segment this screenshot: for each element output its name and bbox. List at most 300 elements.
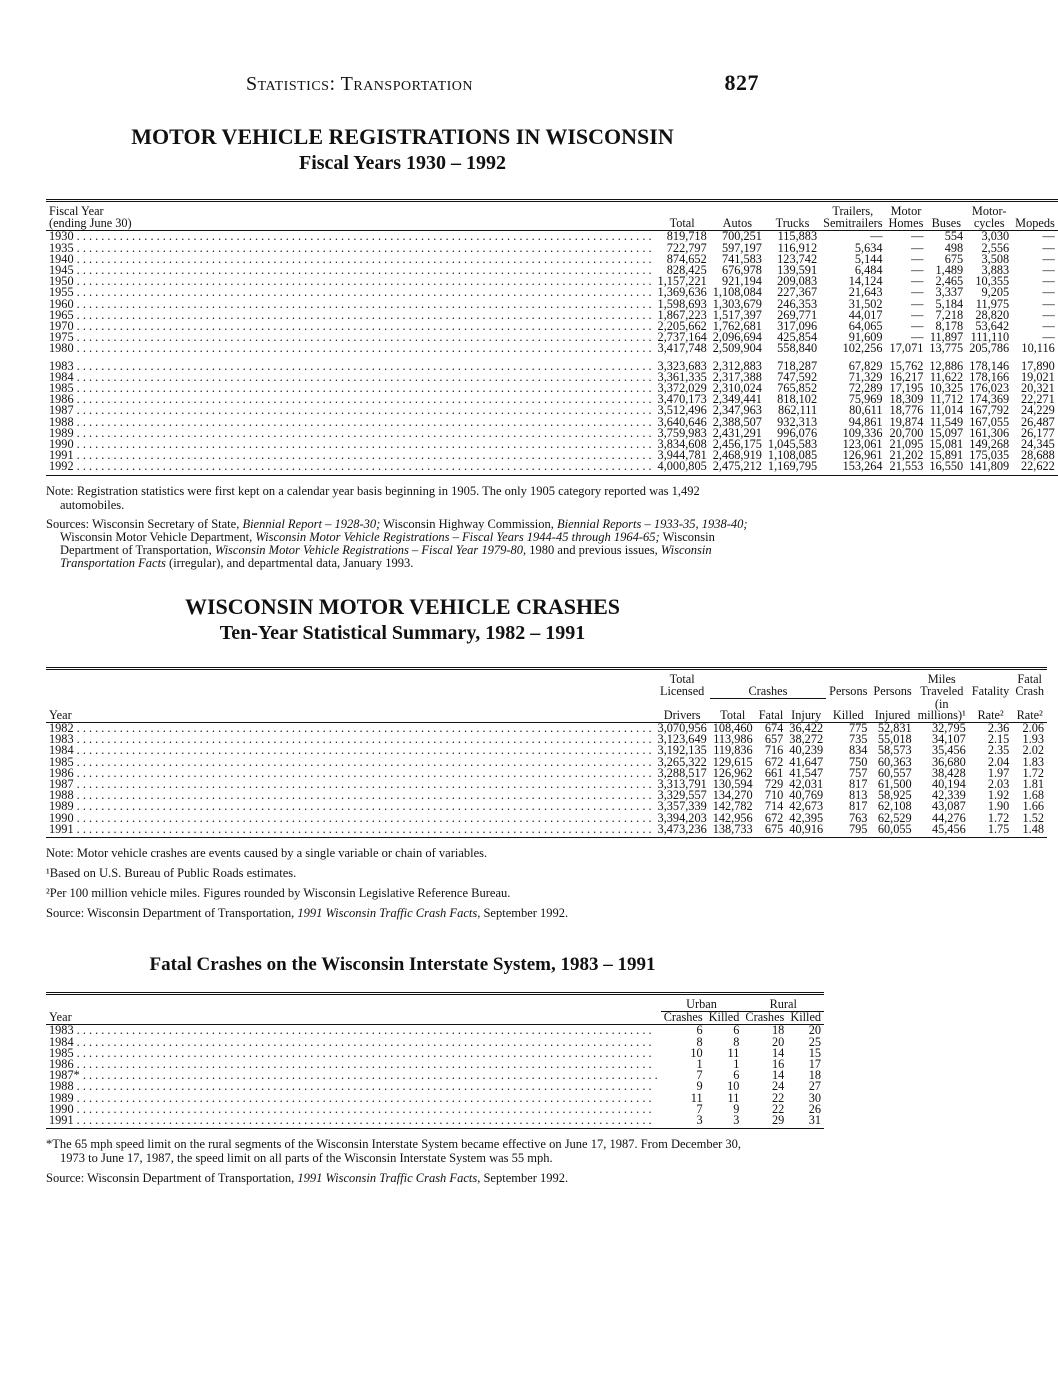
crashes-cell: 60,055: [870, 824, 914, 838]
crashes-cell: 1.48: [1012, 824, 1047, 838]
t1-h2-1: Total: [655, 218, 710, 231]
t2-injured-l2: Injured: [870, 699, 914, 723]
crashes-cell: 113,986: [713, 732, 753, 747]
interstate-cell: 6: [733, 1023, 740, 1038]
crashes-cell: 661: [764, 765, 784, 780]
registrations-cell: 676,978: [721, 263, 762, 278]
registrations-cell: 818,102: [777, 392, 818, 407]
registrations-cell: 1985 . . .: [46, 383, 655, 394]
registrations-cell: 24,345: [1020, 437, 1055, 452]
registrations-cell: 91,609: [848, 330, 883, 345]
crashes-cell: 1987 . . .: [46, 779, 655, 790]
crashes-cell: 714: [764, 799, 784, 814]
t2-injury: Injury: [786, 699, 826, 723]
registrations-cell: 149,268: [969, 437, 1010, 452]
registrations-cell: 1955 . . .: [46, 287, 655, 298]
registrations-cell: 178,146: [969, 358, 1010, 373]
registrations-cell: —: [911, 240, 924, 255]
registrations-cell: 7,218: [935, 307, 964, 322]
crashes-cell: 1984 . . .: [46, 745, 655, 756]
crashes-cell: 1.72: [1022, 765, 1045, 780]
registrations-cell: 126,961: [842, 448, 883, 463]
interstate-cell: 3: [661, 1115, 706, 1129]
crashes-cell: 3,265,322: [657, 754, 707, 769]
crashes-cell: 35,456: [931, 743, 966, 758]
registrations-cell: 109,336: [842, 425, 883, 440]
crashes-cell: 126,962: [712, 765, 753, 780]
registrations-cell: 3,759,983: [657, 425, 707, 440]
registrations-cell: 72,289: [848, 381, 883, 396]
registrations-cell: 2,465: [935, 274, 964, 289]
registrations-cell: 21,553: [886, 461, 927, 475]
registrations-cell: 269,771: [777, 307, 818, 322]
registrations-cell: 1,108,085: [767, 448, 818, 463]
registrations-cell: 2,737,164: [657, 330, 707, 345]
registrations-cell: 8,178: [935, 319, 964, 334]
registrations-cell: 111,110: [970, 330, 1010, 345]
registrations-cell: —: [1042, 251, 1055, 266]
crashes-cell: 775: [848, 720, 868, 735]
registrations-cell: 2,431,291: [712, 425, 762, 440]
table2-title: WISCONSIN MOTOR VEHICLE CRASHES: [184, 593, 620, 619]
crashes-cell: 1989 . . .: [46, 801, 655, 812]
t2-fatality-l2: Rate²: [969, 699, 1013, 723]
registrations-cell: 554: [944, 229, 964, 244]
crashes-cell: 108,460: [712, 720, 753, 735]
interstate-cell: 6: [733, 1068, 740, 1083]
interstate-cell: 20: [808, 1023, 822, 1038]
interstate-cell: 18: [772, 1023, 785, 1038]
registrations-cell: 161,306: [969, 425, 1010, 440]
crashes-cell: 1990 . . .: [46, 813, 655, 824]
registrations-cell: 5,634: [854, 240, 883, 255]
registrations-cell: 20,321: [1020, 381, 1055, 396]
registrations-cell: 3,640,646: [657, 414, 707, 429]
crashes-cell: 36,680: [931, 754, 966, 769]
crashes-cell: 1.81: [1022, 777, 1045, 791]
registrations-cell: 3,512,496: [657, 403, 707, 418]
registrations-cell: 718,287: [777, 358, 818, 373]
table1-sources: Sources: Wisconsin Secretary of State, Biennial Report – 1928-30; Wisconsin Highway Commission, Biennial Reports – 1933-35, 1938-40; Wisconsin Motor Vehicle Department, Wisconsin Motor Vehicle Registrations – Fiscal Years 1944-45 through 1964-65; Wisconsin Department of Transportation, Wisconsin Motor Vehicle Registrations – Fiscal Year 1979-80, 1980 and previous issues, Wisconsin Transportation Facts (irregular), and departmental data, January 1993.: [46, 516, 748, 570]
registrations-cell: 53,642: [975, 319, 1010, 334]
interstate-cell: 9: [733, 1101, 740, 1116]
registrations-cell: 28,688: [1020, 448, 1055, 463]
registrations-cell: 5,184: [935, 296, 964, 311]
crashes-cell: 34,107: [931, 732, 966, 747]
crashes-cell: 45,456: [915, 824, 969, 838]
interstate-cell: 11: [727, 1090, 740, 1105]
interstate-cell: 20: [772, 1034, 785, 1049]
registrations-cell: 1,489: [935, 263, 964, 278]
registrations-cell: —: [1042, 307, 1055, 322]
crashes-cell: 40,916: [786, 824, 826, 838]
t2-fcr-l2: Crash: [1015, 684, 1045, 699]
crashes-cell: 710: [764, 788, 784, 803]
registrations-cell: 2,317,388: [712, 369, 762, 384]
crashes-cell: 142,956: [712, 810, 753, 825]
t1-h2-2: Autos: [710, 218, 765, 231]
registrations-cell: 2,205,662: [657, 319, 707, 334]
registrations-cell: 2,509,904: [712, 341, 762, 356]
t1-h1-0: Fiscal Year: [49, 204, 104, 218]
registrations-cell: 15,891: [929, 448, 964, 463]
registrations-cell: —: [1042, 274, 1055, 289]
t2-drivers-l3: Drivers: [655, 699, 710, 723]
crashes-cell: 43,087: [931, 799, 966, 814]
registrations-cell: 1,045,583: [767, 437, 818, 452]
registrations-cell: 11,014: [929, 403, 964, 418]
crashes-cell: 40,239: [789, 743, 824, 758]
registrations-cell: —: [1042, 296, 1055, 311]
registrations-cell: 1988 . . .: [46, 417, 655, 428]
registrations-cell: 1989 . . .: [46, 428, 655, 439]
t3-rural-killed: Killed: [787, 1012, 824, 1025]
crashes-cell: 3,070,956: [657, 720, 707, 735]
t3-year: Year: [46, 1012, 661, 1025]
crashes-cell: 1991 . . .: [46, 824, 655, 838]
registrations-cell: 1975 . . .: [46, 332, 655, 343]
running-head: [46, 70, 759, 106]
registrations-cell: 139,591: [777, 263, 818, 278]
interstate-cell: 14: [772, 1068, 785, 1083]
registrations-cell: 167,055: [969, 414, 1010, 429]
crashes-cell: 675: [756, 824, 787, 838]
crashes-cell: 44,276: [931, 810, 966, 825]
registrations-cell: 1,157,221: [657, 274, 707, 289]
registrations-cell: 94,861: [848, 414, 883, 429]
crashes-cell: 1.52: [1022, 810, 1045, 825]
registrations-cell: 20,700: [889, 425, 924, 440]
interstate-cell: 6: [696, 1023, 703, 1038]
crashes-cell: 129,615: [712, 754, 753, 769]
interstate-cell: 1: [696, 1057, 703, 1072]
crashes-cell: 750: [848, 754, 868, 769]
registrations-cell: 3,337: [935, 285, 964, 300]
crashes-cell: 42,339: [931, 788, 966, 803]
registrations-cell: 26,177: [1020, 425, 1055, 440]
crashes-cell: 3,192,135: [657, 743, 707, 758]
t3-urban-killed: Killed: [706, 1012, 743, 1025]
registrations-cell: 862,111: [778, 403, 818, 418]
crashes-cell: 142,782: [712, 799, 753, 814]
registrations-cell: 26,487: [1020, 414, 1055, 429]
crashes-cell: 42,031: [789, 777, 824, 791]
crashes-cell: 674: [764, 720, 784, 735]
crashes-cell: 2.36: [987, 720, 1010, 735]
registrations-cell: 178,166: [969, 369, 1010, 384]
crashes-cell: 36,422: [789, 720, 824, 735]
crashes-cell: 757: [848, 765, 868, 780]
registrations-cell: 11,975: [975, 296, 1010, 311]
t1-h2-0: (ending June 30): [46, 218, 655, 231]
registrations-cell: 2,349,441: [712, 392, 762, 407]
registrations-cell: 3,361,335: [657, 369, 707, 384]
registrations-cell: 1965 . . .: [46, 310, 655, 321]
t2-drivers-l2: Licensed: [659, 684, 705, 699]
registrations-cell: 16,217: [889, 369, 924, 384]
crashes-cell: 40,194: [931, 777, 966, 791]
t3-urban: Urban: [661, 994, 743, 1012]
registrations-cell: 1980 . . .: [46, 343, 655, 354]
crashes-cell: 58,573: [877, 743, 912, 758]
registrations-cell: 317,096: [777, 319, 818, 334]
registrations-cell: —: [911, 274, 924, 289]
registrations-cell: 11,897: [929, 330, 964, 345]
registrations-cell: 1945 . . .: [46, 265, 655, 276]
table3-source: Source: Wisconsin Department of Transportation, 1991 Wisconsin Traffic Crash Facts, September 1992.: [46, 1171, 569, 1186]
registrations-cell: 1960 . . .: [46, 299, 655, 310]
crashes-cell: 3,329,557: [657, 788, 707, 803]
t1-h2-6: Buses: [926, 218, 966, 231]
registrations-cell: 21,095: [889, 437, 924, 452]
crashes-cell: 130,594: [712, 777, 753, 791]
registrations-cell: 174,369: [969, 392, 1010, 407]
crashes-cell: 2.03: [987, 777, 1010, 791]
registrations-cell: —: [1042, 263, 1055, 278]
registrations-cell: 11,712: [929, 392, 964, 407]
interstate-cell: 1984 . . .: [46, 1037, 661, 1048]
registrations-cell: —: [911, 307, 924, 322]
crashes-table-body: [46, 722, 1047, 837]
interstate-cell: 9: [696, 1079, 703, 1094]
registrations-cell: 1987 . . .: [46, 405, 655, 416]
crashes-cell: 1.68: [1022, 788, 1045, 803]
interstate-cell: 7: [696, 1068, 703, 1083]
interstate-table: [46, 992, 824, 1129]
crashes-cell: 1.93: [1022, 732, 1045, 747]
registrations-cell: 19,874: [889, 414, 924, 429]
registrations-cell: 4,000,805: [655, 461, 710, 475]
registrations-cell: 205,786: [969, 341, 1010, 356]
crashes-cell: 2.35: [987, 743, 1010, 758]
registrations-cell: 28,820: [975, 307, 1010, 322]
registrations-cell: 3,834,608: [657, 437, 707, 452]
t2-crashes-group: Crashes: [710, 686, 826, 699]
registrations-cell: 1983 . . .: [46, 355, 655, 372]
registrations-cell: 71,329: [848, 369, 883, 384]
registrations-cell: 3,470,173: [657, 392, 707, 407]
registrations-cell: —: [1042, 319, 1055, 334]
running-head-title: Statistics: Transportation: [246, 73, 474, 95]
registrations-cell: —: [1042, 285, 1055, 300]
t3-rural-crashes: Crashes: [742, 1012, 787, 1025]
crashes-cell: 1982 . . .: [46, 722, 655, 734]
registrations-cell: 10,325: [929, 381, 964, 396]
registrations-cell: 741,583: [721, 251, 762, 266]
registrations-cell: 2,468,919: [712, 448, 762, 463]
interstate-cell: 15: [808, 1045, 822, 1060]
crashes-cell: 62,529: [877, 810, 912, 825]
crashes-cell: 729: [764, 777, 784, 791]
registrations-table-body: [46, 231, 1058, 475]
crashes-cell: 138,733: [710, 824, 756, 838]
crashes-cell: 38,272: [789, 732, 824, 747]
registrations-cell: 44,017: [848, 307, 883, 322]
registrations-cell: —: [911, 319, 924, 334]
registrations-cell: 2,096,694: [712, 330, 762, 345]
registrations-cell: 1984 . . .: [46, 372, 655, 383]
t2-killed-l2: Killed: [826, 699, 870, 723]
interstate-cell: 1991 . . .: [46, 1115, 661, 1129]
registrations-cell: 3,323,683: [657, 358, 707, 373]
table3-footnote: *The 65 mph speed limit on the rural segments of the Wisconsin Interstate System became effective on June 17, 1987. From December 30, 1973 to June 17, 1987, the speed limit on all parts of the Wisconsin Interstate System was 55 mph.: [46, 1137, 742, 1166]
registrations-cell: —: [911, 285, 924, 300]
registrations-cell: 15,097: [929, 425, 964, 440]
crashes-cell: 817: [848, 799, 868, 814]
t2-fcr-l3: Rate²: [1012, 699, 1047, 723]
registrations-cell: 425,854: [777, 330, 818, 345]
interstate-cell: 1987* . . .: [46, 1070, 661, 1081]
registrations-cell: 9,205: [981, 285, 1010, 300]
crashes-cell: 52,831: [877, 720, 912, 735]
registrations-cell: 1,762,681: [712, 319, 762, 334]
registrations-cell: 176,023: [969, 381, 1010, 396]
t1-h2-3: Trucks: [765, 218, 820, 231]
registrations-row: [46, 343, 1058, 354]
interstate-cell: 8: [696, 1034, 703, 1049]
interstate-cell: 27: [808, 1079, 822, 1094]
registrations-cell: 15,762: [889, 358, 924, 373]
registrations-cell: 16,550: [926, 461, 966, 475]
registrations-cell: 18,309: [889, 392, 924, 407]
interstate-cell: 22: [772, 1101, 785, 1116]
page-number: 827: [724, 70, 759, 95]
registrations-cell: 1970 . . .: [46, 321, 655, 332]
interstate-table-body: [46, 1025, 824, 1129]
interstate-cell: 1988 . . .: [46, 1081, 661, 1092]
interstate-cell: 3: [706, 1115, 743, 1129]
registrations-cell: 1930 . . .: [46, 231, 655, 243]
crashes-cell: 1.72: [987, 810, 1010, 825]
registrations-cell: 675: [944, 251, 964, 266]
crashes-cell: 3,123,649: [657, 732, 707, 747]
table1-note: Note: Registration statistics were first kept on a calendar year basis beginning in 1905. The only 1905 category reported was 1,492 automobiles.: [46, 483, 700, 512]
registrations-cell: 2,456,175: [712, 437, 762, 452]
registrations-cell: —: [911, 330, 924, 345]
interstate-cell: 1990 . . .: [46, 1104, 661, 1115]
interstate-cell: 10: [727, 1079, 740, 1094]
crashes-cell: 61,500: [877, 777, 912, 791]
registrations-cell: 2,347,963: [712, 403, 762, 418]
registrations-cell: 22,271: [1020, 392, 1055, 407]
registrations-cell: 921,194: [721, 274, 762, 289]
registrations-cell: —: [911, 229, 924, 244]
interstate-cell: 14: [772, 1045, 785, 1060]
registrations-cell: 597,197: [721, 240, 762, 255]
registrations-cell: 1986 . . .: [46, 394, 655, 405]
registrations-cell: 819,718: [666, 229, 707, 244]
registrations-cell: 6,484: [854, 263, 883, 278]
registrations-table: [46, 199, 1058, 476]
registrations-cell: 116,912: [777, 240, 818, 255]
registrations-cell: 1,517,397: [712, 307, 762, 322]
interstate-cell: 11: [690, 1090, 703, 1105]
t1-h2-4: Semitrailers: [820, 218, 885, 231]
page: [46, 70, 1055, 1186]
registrations-cell: 10,116: [1021, 341, 1055, 356]
crashes-cell: 40,769: [789, 788, 824, 803]
interstate-row: [46, 1115, 824, 1129]
registrations-cell: 3,883: [981, 263, 1010, 278]
registrations-cell: 18,776: [889, 403, 924, 418]
crashes-cell: 41,547: [789, 765, 824, 780]
registrations-cell: 209,083: [777, 274, 818, 289]
registrations-cell: 1991 . . .: [46, 450, 655, 461]
t1-h1-4: Trailers,: [832, 204, 874, 218]
interstate-cell: 18: [808, 1068, 822, 1083]
registrations-cell: 21,643: [848, 285, 883, 300]
interstate-cell: 29: [742, 1115, 787, 1129]
registrations-cell: 19,021: [1020, 369, 1055, 384]
table2-source: Source: Wisconsin Department of Transportation, 1991 Wisconsin Traffic Crash Facts, September 1992.: [46, 906, 569, 921]
registrations-cell: 1990 . . .: [46, 439, 655, 450]
interstate-cell: 1989 . . .: [46, 1093, 661, 1104]
t2-total: Total: [710, 699, 756, 723]
registrations-cell: 1,598,693: [657, 296, 707, 311]
registrations-cell: 2,312,883: [712, 358, 762, 373]
registrations-cell: 932,313: [777, 414, 818, 429]
registrations-cell: 153,264: [820, 461, 885, 475]
registrations-cell: 747,592: [777, 369, 818, 384]
t3-rural: Rural: [742, 994, 824, 1012]
crashes-cell: 1.66: [1022, 799, 1045, 814]
interstate-cell: 8: [733, 1034, 740, 1049]
registrations-cell: 246,353: [777, 296, 818, 311]
table2-footnote-2: ²Per 100 million vehicle miles. Figures rounded by Wisconsin Legislative Reference Bureau.: [46, 886, 511, 901]
registrations-cell: —: [1042, 229, 1055, 244]
registrations-cell: 828,425: [666, 263, 707, 278]
registrations-cell: 5,144: [854, 251, 883, 266]
registrations-cell: 765,852: [777, 381, 818, 396]
crashes-cell: 2.15: [987, 732, 1010, 747]
registrations-cell: 498: [944, 240, 964, 255]
registrations-cell: —: [911, 263, 924, 278]
interstate-cell: 10: [690, 1045, 703, 1060]
crashes-cell: 3,313,791: [657, 777, 707, 791]
registrations-cell: 141,809: [966, 461, 1012, 475]
table1-subtitle: Fiscal Years 1930 – 1992: [298, 152, 506, 174]
registrations-cell: —: [911, 296, 924, 311]
registrations-cell: 123,061: [842, 437, 883, 452]
crashes-cell: 763: [848, 810, 868, 825]
registrations-cell: 3,030: [981, 229, 1010, 244]
registrations-cell: 2,556: [981, 240, 1010, 255]
registrations-cell: 996,076: [777, 425, 818, 440]
registrations-cell: 3,417,748: [657, 341, 707, 356]
registrations-cell: 11,622: [929, 369, 964, 384]
registrations-cell: 80,611: [849, 403, 883, 418]
registrations-cell: 102,256: [842, 341, 883, 356]
crashes-cell: 817: [848, 777, 868, 791]
crashes-cell: 795: [826, 824, 870, 838]
t2-miles-l3: (in millions)¹: [915, 699, 969, 723]
t3-urban-crashes: Crashes: [661, 1012, 706, 1025]
registrations-cell: 700,251: [721, 229, 762, 244]
registrations-cell: 1,169,795: [765, 461, 820, 475]
registrations-cell: 1,108,084: [712, 285, 762, 300]
registrations-cell: 21,202: [889, 448, 924, 463]
crashes-cell: 38,428: [931, 765, 966, 780]
crashes-cell: 2.04: [987, 754, 1010, 769]
registrations-cell: 558,840: [777, 341, 818, 356]
t2-fcr-l1: Fatal: [1017, 671, 1042, 686]
registrations-cell: 64,065: [848, 319, 883, 334]
table3-title: Fatal Crashes on the Wisconsin Interstate System, 1983 – 1991: [149, 954, 656, 976]
t2-killed-l1: Persons: [829, 684, 868, 699]
crashes-cell: 41,647: [789, 754, 824, 769]
registrations-cell: 2,388,507: [712, 414, 762, 429]
registrations-cell: 67,829: [848, 358, 883, 373]
